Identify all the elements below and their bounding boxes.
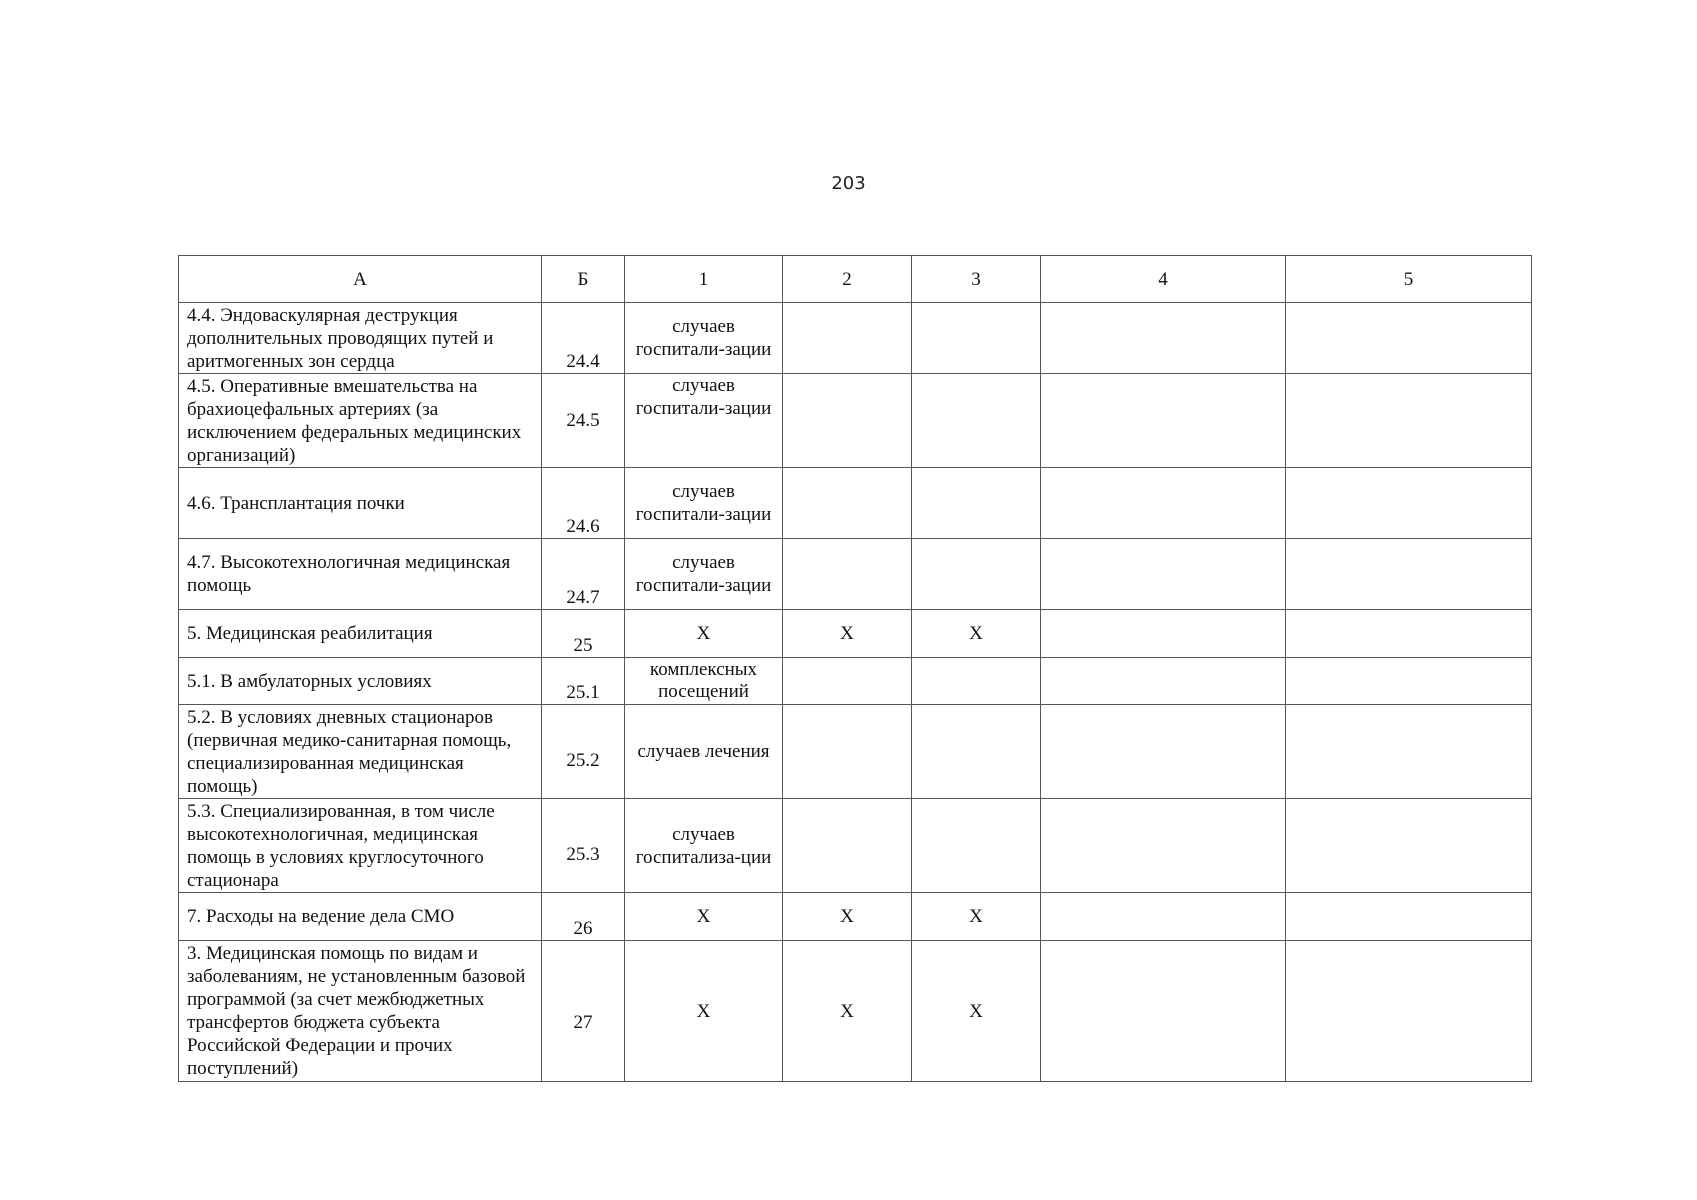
- header-cell-1: 1: [625, 256, 783, 303]
- row-unit: Х: [625, 941, 783, 1082]
- table-row: [179, 468, 1532, 539]
- row-col-5: [1286, 374, 1532, 468]
- row-col-2: [783, 539, 912, 610]
- row-col-3: Х: [912, 893, 1041, 941]
- table-row: [179, 658, 1532, 705]
- row-code: 24.5: [542, 374, 625, 468]
- table-row: [179, 303, 1532, 374]
- row-unit: случаев госпитали-зации: [625, 468, 783, 539]
- row-unit: комплексных посещений: [625, 658, 783, 705]
- row-col-5: [1286, 799, 1532, 893]
- row-unit: Х: [625, 610, 783, 658]
- row-col-4: [1041, 658, 1286, 705]
- row-col-3: [912, 374, 1041, 468]
- row-name: 5.3. Специализированная, в том числе высокотехнологичная, медицинская помощь в условиях круглосуточного стационара: [179, 799, 542, 893]
- row-col-5: [1286, 539, 1532, 610]
- page-number: 203: [831, 173, 866, 194]
- row-unit: случаев госпитализа-ции: [625, 799, 783, 893]
- table-row: [179, 799, 1532, 893]
- row-col-3: Х: [912, 941, 1041, 1082]
- row-name: 5. Медицинская реабилитация: [179, 610, 542, 658]
- row-col-3: [912, 539, 1041, 610]
- row-code: 25.2: [542, 705, 625, 799]
- row-name: 3. Медицинская помощь по видам и заболеваниям, не установленным базовой программой (за счет межбюджетных трансфертов бюджета субъекта Российской Федерации и прочих поступлений): [179, 941, 542, 1082]
- table-row: [179, 539, 1532, 610]
- table-row: [179, 374, 1532, 468]
- row-col-3: [912, 658, 1041, 705]
- row-col-5: [1286, 468, 1532, 539]
- row-code: 25.1: [542, 658, 625, 705]
- row-code: 26: [542, 893, 625, 941]
- row-name: 5.2. В условиях дневных стационаров (первичная медико-санитарная помощь, специализированная медицинская помощь): [179, 705, 542, 799]
- header-cell-2: 2: [783, 256, 912, 303]
- row-col-3: [912, 705, 1041, 799]
- row-col-2: Х: [783, 893, 912, 941]
- row-unit: случаев госпитали-зации: [625, 374, 783, 468]
- row-col-4: [1041, 705, 1286, 799]
- row-col-5: [1286, 941, 1532, 1082]
- row-col-2: [783, 799, 912, 893]
- row-code: 24.4: [542, 303, 625, 374]
- table-row: [179, 893, 1532, 941]
- row-col-4: [1041, 374, 1286, 468]
- row-col-2: [783, 468, 912, 539]
- header-cell-b: Б: [542, 256, 625, 303]
- row-unit: Х: [625, 893, 783, 941]
- row-col-3: [912, 468, 1041, 539]
- row-col-4: [1041, 468, 1286, 539]
- row-code: 27: [542, 941, 625, 1082]
- row-col-4: [1041, 539, 1286, 610]
- row-name: 4.6. Трансплантация почки: [179, 468, 542, 539]
- row-code: 25.3: [542, 799, 625, 893]
- row-name: 4.5. Оперативные вмешательства на брахиоцефальных артериях (за исключением федеральных медицинских организаций): [179, 374, 542, 468]
- row-name: 4.7. Высокотехнологичная медицинская помощь: [179, 539, 542, 610]
- header-cell-5: 5: [1286, 256, 1532, 303]
- row-col-4: [1041, 303, 1286, 374]
- table-row: [179, 941, 1532, 1082]
- row-col-3: Х: [912, 610, 1041, 658]
- row-col-5: [1286, 610, 1532, 658]
- row-unit: случаев госпитали-зации: [625, 303, 783, 374]
- row-col-2: [783, 705, 912, 799]
- table-row: [179, 610, 1532, 658]
- row-col-5: [1286, 303, 1532, 374]
- row-name: 7. Расходы на ведение дела СМО: [179, 893, 542, 941]
- table-row: [179, 705, 1532, 799]
- data-table: [178, 255, 1532, 1082]
- header-cell-4: 4: [1041, 256, 1286, 303]
- row-col-4: [1041, 610, 1286, 658]
- header-cell-a: А: [179, 256, 542, 303]
- row-unit: случаев лечения: [625, 705, 783, 799]
- row-col-5: [1286, 705, 1532, 799]
- header-row: [179, 256, 1532, 303]
- row-code: 24.6: [542, 468, 625, 539]
- row-col-2: [783, 658, 912, 705]
- row-col-2: [783, 303, 912, 374]
- header-cell-3: 3: [912, 256, 1041, 303]
- row-name: 4.4. Эндоваскулярная деструкция дополнительных проводящих путей и аритмогенных зон сердца: [179, 303, 542, 374]
- row-col-2: Х: [783, 941, 912, 1082]
- row-name: 5.1. В амбулаторных условиях: [179, 658, 542, 705]
- row-col-3: [912, 303, 1041, 374]
- row-col-2: Х: [783, 610, 912, 658]
- row-col-4: [1041, 893, 1286, 941]
- row-col-5: [1286, 893, 1532, 941]
- row-col-3: [912, 799, 1041, 893]
- row-code: 25: [542, 610, 625, 658]
- row-col-4: [1041, 799, 1286, 893]
- row-col-2: [783, 374, 912, 468]
- row-col-4: [1041, 941, 1286, 1082]
- row-col-5: [1286, 658, 1532, 705]
- row-unit: случаев госпитали-зации: [625, 539, 783, 610]
- row-code: 24.7: [542, 539, 625, 610]
